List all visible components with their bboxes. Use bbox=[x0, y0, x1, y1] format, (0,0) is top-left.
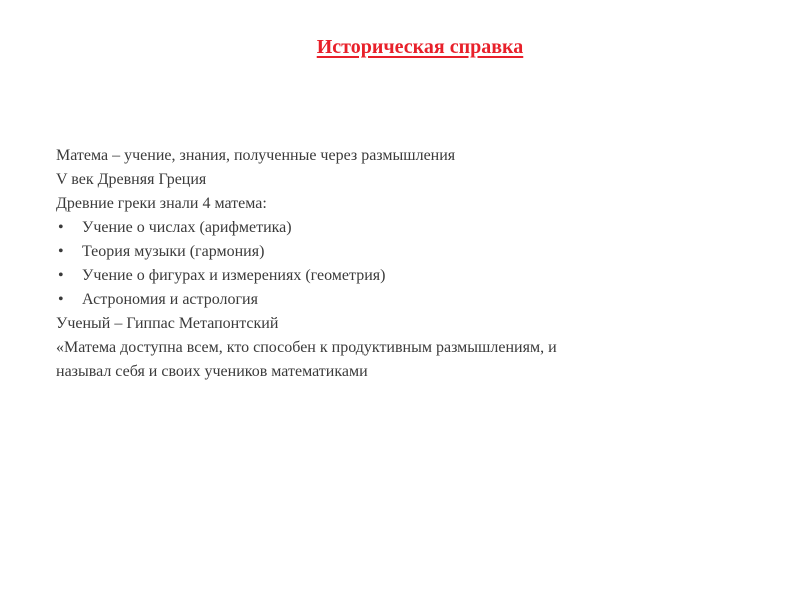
list-item-text: Учение о числах (арифметика) bbox=[82, 219, 292, 236]
text-line-era: V век Древняя Греция bbox=[56, 171, 207, 188]
bullet-list bbox=[56, 216, 756, 312]
list-item-text: Теория музыки (гармония) bbox=[82, 243, 265, 260]
text-line-definition: Матема – учение, знания, полученные через размышления bbox=[56, 147, 456, 164]
bullet-icon: • bbox=[58, 267, 64, 284]
list-item bbox=[56, 216, 756, 240]
slide-body bbox=[56, 144, 756, 384]
list-item bbox=[56, 240, 756, 264]
bullet-icon: • bbox=[58, 219, 64, 236]
text-line-quote-2: называл себя и своих учеников математиками bbox=[56, 363, 368, 380]
list-item-text: Астрономия и астрология bbox=[82, 291, 258, 308]
list-item-text: Учение о фигурах и измерениях (геометрия) bbox=[82, 267, 386, 284]
text-line-quote-1: «Матема доступна всем, кто способен к продуктивным размышлениям, и bbox=[56, 339, 557, 356]
bullet-icon: • bbox=[58, 243, 64, 260]
bullet-icon: • bbox=[58, 291, 64, 308]
list-item bbox=[56, 264, 756, 288]
slide-title: Историческая справка bbox=[316, 36, 524, 58]
text-line-scientist: Ученый – Гиппас Метапонтский bbox=[56, 315, 279, 332]
list-item bbox=[56, 288, 756, 312]
text-line-intro: Древние греки знали 4 матема: bbox=[56, 195, 267, 212]
